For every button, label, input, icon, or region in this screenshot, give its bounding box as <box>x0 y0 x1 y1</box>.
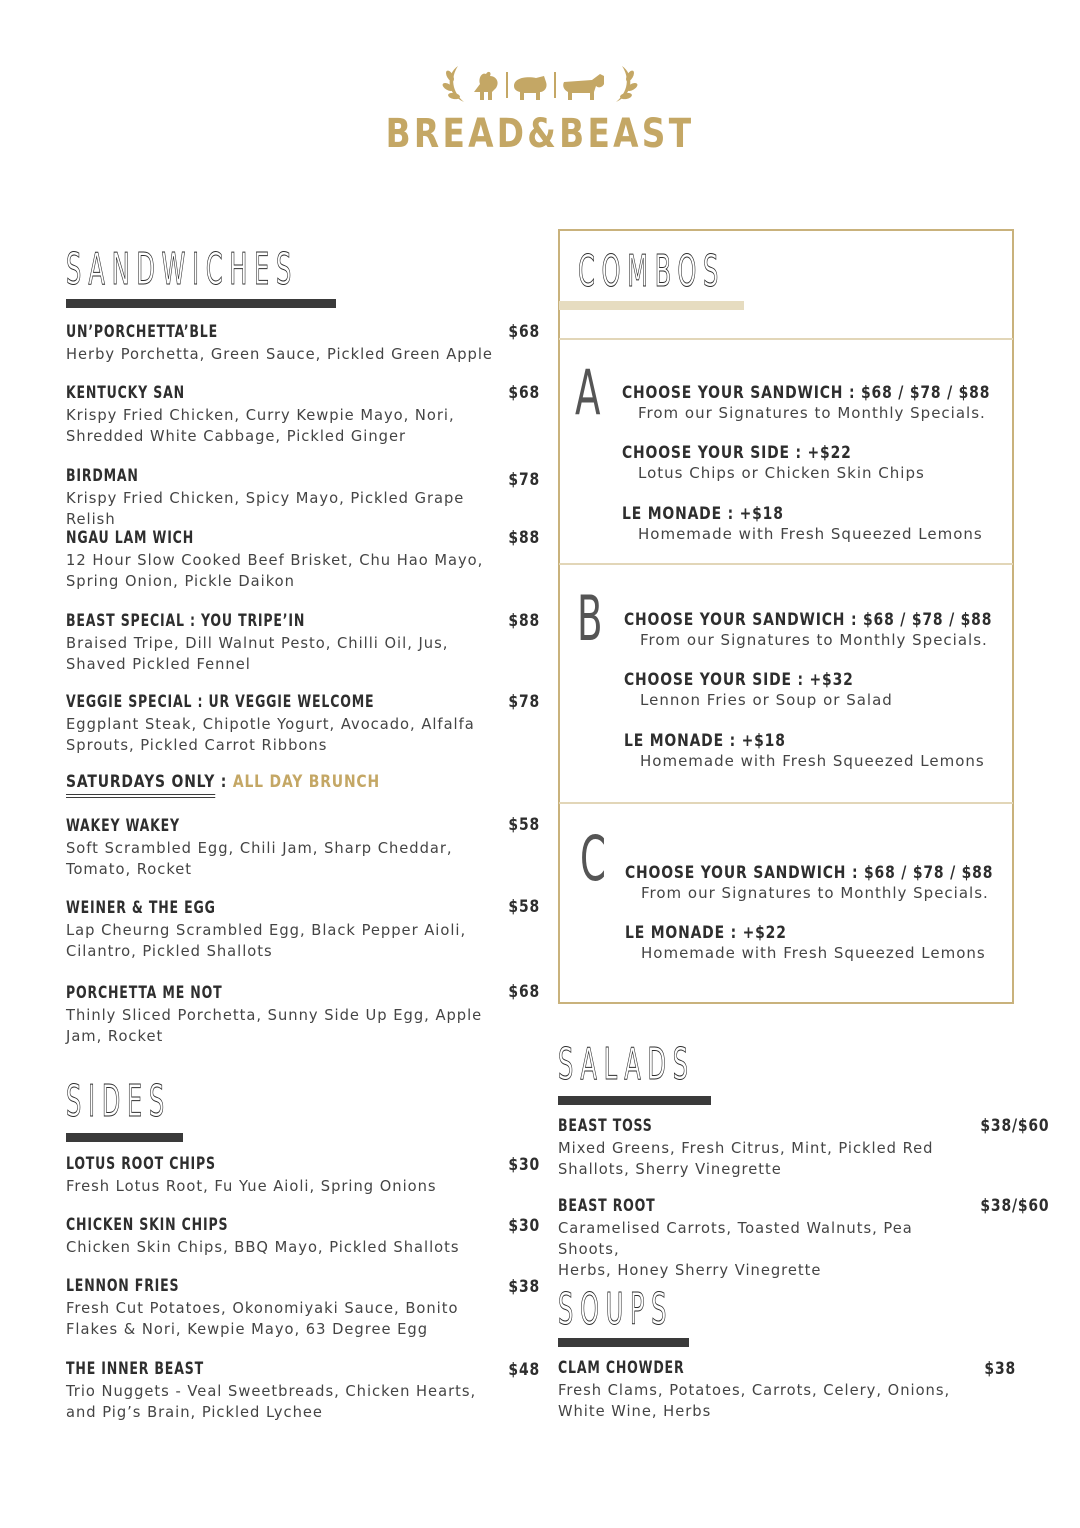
menu-item-name: WAKEY WAKEY <box>66 816 180 836</box>
combo-option-detail: Homemade with Fresh Squeezed Lemons <box>638 525 983 543</box>
combos-divider <box>559 338 1013 340</box>
sides-title: SIDES <box>66 1076 171 1127</box>
menu-item-description: Lap Cheurng Scrambled Egg, Black Pepper Aioli, Cilantro, Pickled Shallots <box>66 921 467 960</box>
menu-item-description: Thinly Sliced Porchetta, Sunny Side Up Egg, Apple Jam, Rocket <box>66 1006 483 1045</box>
sandwiches-underline <box>66 299 336 308</box>
combos-divider <box>559 563 1013 565</box>
combo-option-detail: From our Signatures to Monthly Specials. <box>640 631 988 649</box>
brunch-label: SATURDAYS ONLY <box>66 772 215 798</box>
sides-underline <box>66 1133 183 1142</box>
combo-option-heading: CHOOSE YOUR SIDE : +$32 <box>624 670 854 690</box>
menu-item-price: $58 <box>508 815 540 835</box>
menu-item-price: $38/$60 <box>980 1116 1050 1136</box>
menu-item-description: Soft Scrambled Egg, Chili Jam, Sharp Cheddar, Tomato, Rocket <box>66 839 453 878</box>
salads-underline <box>558 1096 711 1105</box>
menu-item-description: Mixed Greens, Fresh Citrus, Mint, Pickled Red Shallots, Sherry Vinegrette <box>558 1139 934 1178</box>
menu-item-price: $88 <box>508 528 540 548</box>
menu-item-description: Herby Porchetta, Green Sauce, Pickled Green Apple <box>66 345 493 363</box>
menu-item-description: Chicken Skin Chips, BBQ Mayo, Pickled Shallots <box>66 1238 460 1256</box>
menu-item-price: $68 <box>508 383 540 403</box>
menu-item-name: WEINER & THE EGG <box>66 898 216 918</box>
menu-item-price: $38 <box>508 1277 540 1297</box>
menu-item-price: $78 <box>508 692 540 712</box>
combos-divider <box>559 802 1013 804</box>
menu-item-price: $48 <box>508 1360 540 1380</box>
combo-option-heading: CHOOSE YOUR SIDE : +$22 <box>622 443 852 463</box>
menu-item-description: 12 Hour Slow Cooked Beef Brisket, Chu Hao Mayo, Spring Onion, Pickle Daikon <box>66 551 484 590</box>
logo <box>0 60 1080 157</box>
combo-option-detail: Homemade with Fresh Squeezed Lemons <box>640 752 985 770</box>
combo-option-heading: LE MONADE : +$18 <box>622 504 784 524</box>
salads-title: SALADS <box>558 1039 695 1090</box>
menu-item-name: CHICKEN SKIN CHIPS <box>66 1215 229 1235</box>
combo-option-detail: Lennon Fries or Soup or Salad <box>640 691 893 709</box>
menu-item-price: $30 <box>508 1155 540 1175</box>
soups-underline <box>558 1338 689 1347</box>
combo-letter: C <box>580 822 606 895</box>
menu-item-price: $68 <box>508 322 540 342</box>
menu-item-price: $78 <box>508 470 540 490</box>
menu-item-description: Fresh Clams, Potatoes, Carrots, Celery, Onions, White Wine, Herbs <box>558 1381 951 1420</box>
sandwiches-title: SANDWICHES <box>66 244 298 295</box>
combo-option-heading: CHOOSE YOUR SANDWICH : $68 / $78 / $88 <box>625 863 994 883</box>
menu-item-description: Eggplant Steak, Chipotle Yogurt, Avocado, Alfalfa Sprouts, Pickled Carrot Ribbons <box>66 715 475 754</box>
rooster-pig-cow-wreath-icon <box>440 60 640 106</box>
menu-item-name: UN’PORCHETTA’BLE <box>66 322 219 342</box>
menu-item-price: $38/$60 <box>980 1196 1050 1216</box>
brunch-header <box>66 772 380 792</box>
menu-item-description: Braised Tripe, Dill Walnut Pesto, Chilli Oil, Jus, Shaved Pickled Fennel <box>66 634 449 673</box>
menu-item-price: $88 <box>508 611 540 631</box>
combo-option-heading: LE MONADE : +$18 <box>624 731 786 751</box>
menu-item-name: BEAST SPECIAL : YOU TRIPE’IN <box>66 611 306 631</box>
combos-title: COMBOS <box>578 246 726 297</box>
menu-item-description: Fresh Cut Potatoes, Okonomiyaki Sauce, Bonito Flakes & Nori, Kewpie Mayo, 63 Degree Egg <box>66 1299 459 1338</box>
combo-letter: A <box>575 356 601 429</box>
menu-item-name: NGAU LAM WICH <box>66 528 195 548</box>
menu-item-description: Krispy Fried Chicken, Curry Kewpie Mayo, Nori, Shredded White Cabbage, Pickled Ginger <box>66 406 455 445</box>
menu-item-name: LENNON FRIES <box>66 1276 180 1296</box>
menu-item-price: $38 <box>984 1359 1016 1379</box>
soups-title: SOUPS <box>558 1284 674 1335</box>
combo-letter: B <box>577 582 603 655</box>
brunch-highlight: ALL DAY BRUNCH <box>232 772 380 792</box>
menu-item-name: KENTUCKY SAN <box>66 383 185 403</box>
menu-item-description: Caramelised Carrots, Toasted Walnuts, Pea Shoots, Herbs, Honey Sherry Vinegrette <box>558 1219 913 1279</box>
menu-item-name: BEAST ROOT <box>558 1196 656 1216</box>
combo-option-detail: Lotus Chips or Chicken Skin Chips <box>638 464 925 482</box>
menu-item-name: VEGGIE SPECIAL : UR VEGGIE WELCOME <box>66 692 375 712</box>
menu-item-description: Fresh Lotus Root, Fu Yue Aioli, Spring Onions <box>66 1177 437 1195</box>
menu-item-name: LOTUS ROOT CHIPS <box>66 1154 216 1174</box>
menu-item-name: BIRDMAN <box>66 466 139 486</box>
combo-option-detail: Homemade with Fresh Squeezed Lemons <box>641 944 986 962</box>
combo-option-heading: CHOOSE YOUR SANDWICH : $68 / $78 / $88 <box>624 610 993 630</box>
menu-item-description: Krispy Fried Chicken, Spicy Mayo, Pickled Grape Relish <box>66 489 465 528</box>
combo-option-detail: From our Signatures to Monthly Specials. <box>641 884 989 902</box>
combo-option-detail: From our Signatures to Monthly Specials. <box>638 404 986 422</box>
menu-item-description: Trio Nuggets - Veal Sweetbreads, Chicken Hearts, and Pig’s Brain, Pickled Lychee <box>66 1382 477 1421</box>
menu-item-price: $58 <box>508 897 540 917</box>
menu-item-name: CLAM CHOWDER <box>558 1358 685 1378</box>
menu-item-name: THE INNER BEAST <box>66 1359 204 1379</box>
menu-item-price: $30 <box>508 1216 540 1236</box>
menu-item-price: $68 <box>508 982 540 1002</box>
combo-option-heading: LE MONADE : +$22 <box>625 923 787 943</box>
menu-item-name: BEAST TOSS <box>558 1116 653 1136</box>
menu-item-name: PORCHETTA ME NOT <box>66 983 223 1003</box>
brunch-separator: : <box>215 772 233 792</box>
combo-option-heading: CHOOSE YOUR SANDWICH : $68 / $78 / $88 <box>622 383 991 403</box>
combos-underline <box>559 301 744 310</box>
brand-name: BREAD&BEAST <box>385 111 695 157</box>
